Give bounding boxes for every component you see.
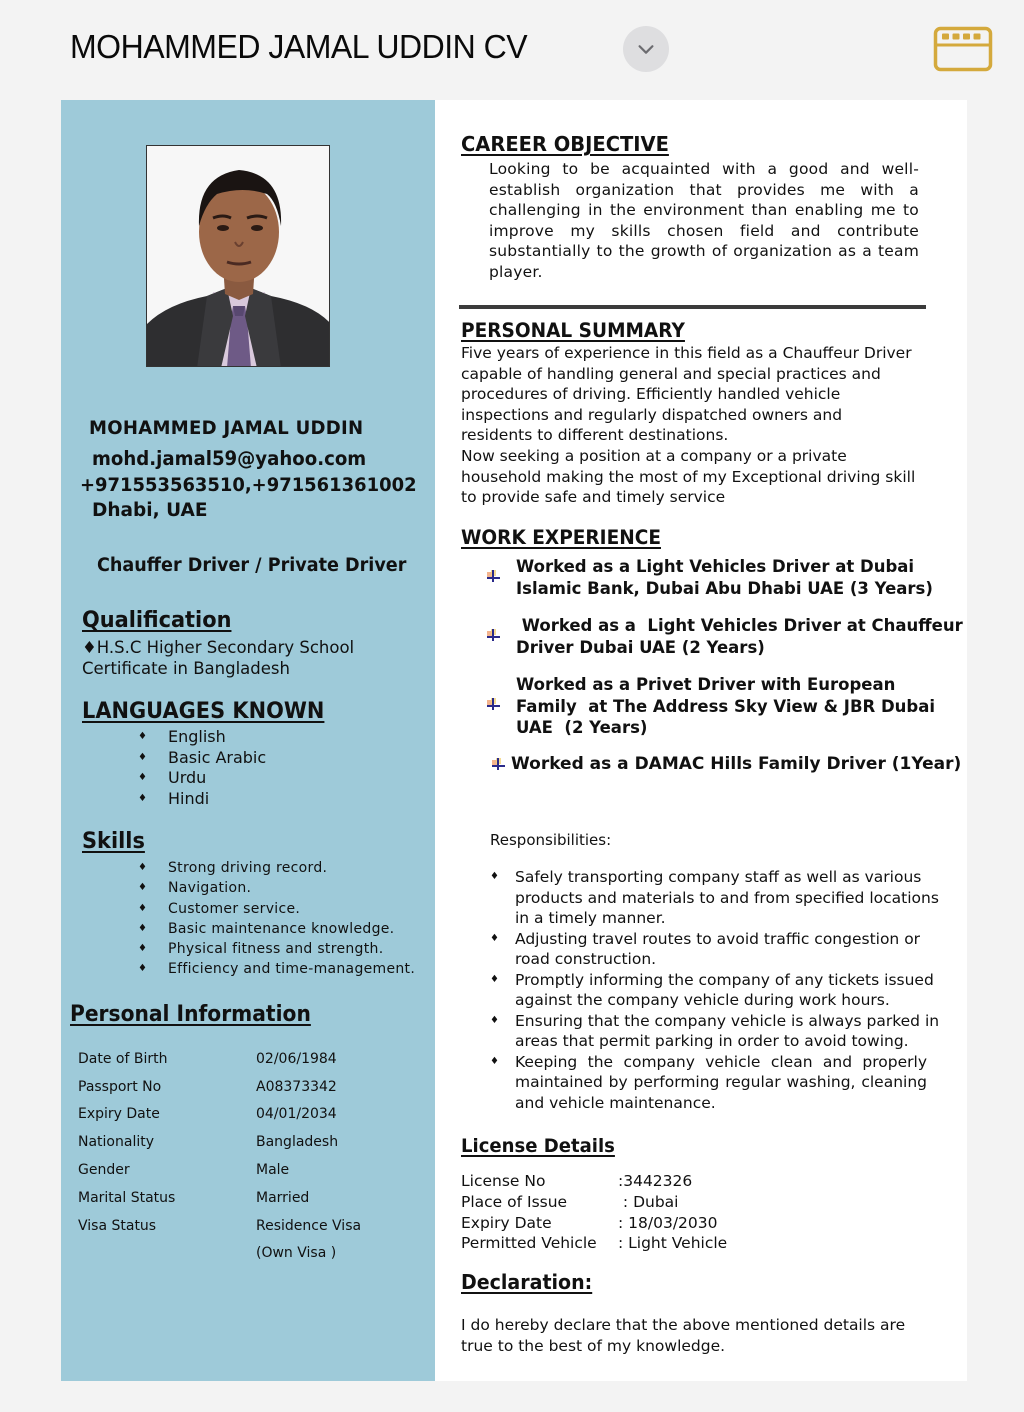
diamond-bullet-icon: ♦: [490, 932, 499, 944]
languages-list: [138, 727, 266, 809]
skill-item: ♦ Navigation.: [138, 878, 415, 898]
diamond-bullet-icon: ♦: [138, 882, 148, 894]
cv-main-column: CAREER OBJECTIVE Looking to be acquainted with a good and well-establish organization that provides me with a challenging in the environment than enabling me to improve my skills chosen field and contribute substantially to the growth of organization as a team player. PERSONAL SUMMARY Five years of experience in this field as a Chauffeur Driver capable of handling general and special practices and procedures of driving. Efficiently handled vehicle inspections and regularly dispatched owners and residents to different destinations. Now seeking a position at a company or a private household making the most of my Exceptional driving skill to provide safe and timely service WORK EXPERIENCE Worked as a Light Vehicles Driver at Dubai Islamic Bank, Dubai Abu Dhabi UAE (3 Years) Worked as a Light Vehicles Driver at Chauffeur Driver Dubai UAE (2 Years) Worked as a Privet Driver with European Family at The Address Sky View & JBR Dubai UAE (2 Years) Worked as a DAMAC Hills Family Driver (1Year) Responsibilities: ♦ Safely transporting company staff as well as various products and materials to and from specified locations in a timely manner. ♦ Adjusting travel routes to avoid traffic congestion or road construction. ♦ Promptly informing the company of any tickets issued against the company vehicle during work hours. ♦ Ensuring that the company vehicle is always parked in areas that permit parking in order to avoid towing. ♦ Keeping the company vehicle clean and properly maintained by performing regular washing, cleaning and vehicle maintenance. License Details License No :3442326 Place of Issue : Dubai Expiry Date : 18/03/2030 Permitted Vehicle : Light Vehicle Declaration: I do hereby declare that the above mentioned details are true to the best of my knowledge.: [461, 132, 963, 1355]
personal-info-row: Passport No A08373342: [78, 1078, 337, 1095]
qualification-heading: Qualification: [82, 608, 232, 633]
profile-photo: [146, 145, 330, 367]
diamond-bullet-icon: ♦: [138, 792, 147, 804]
personal-info-row: (Own Visa ): [256, 1245, 337, 1262]
cv-sidebar: [61, 100, 435, 1381]
work-experience-heading: WORK EXPERIENCE: [461, 526, 661, 549]
languages-heading: LANGUAGES KNOWN: [82, 699, 325, 724]
skill-item: ♦ Efficiency and time-management.: [138, 959, 415, 979]
diamond-bullet-icon: ♦: [490, 1055, 499, 1067]
skill-item: ♦ Basic maintenance knowledge.: [138, 919, 415, 939]
declaration-heading: Declaration:: [461, 1270, 593, 1294]
diamond-bullet-icon: ♦: [490, 1014, 499, 1026]
personal-info-row: Expiry Date 04/01/2034: [78, 1106, 337, 1123]
candidate-name: MOHAMMED JAMAL UDDIN: [89, 417, 364, 439]
responsibilities-label: Responsibilities:: [490, 831, 612, 849]
personal-info-heading: Personal Information: [70, 1002, 311, 1027]
language-item: ♦ Urdu: [138, 768, 207, 787]
diamond-bullet-icon: ♦: [490, 871, 499, 882]
career-objective-text: Looking to be acquainted with a good and well-establish organization that provides me with a challenging in the environment than enabling me to improve my skills chosen field and contribute substantially to the growth of organization as a team player.: [489, 160, 919, 281]
license-row: Expiry Date : 18/03/2030: [461, 1213, 718, 1232]
language-item: ♦ Hindi: [138, 788, 210, 808]
diamond-bullet-icon: ♦: [138, 751, 147, 763]
diamond-bullet-icon: ♦: [138, 922, 148, 934]
declaration-text: I do hereby declare that the above mentioned details are true to the best of my knowledge.: [461, 1316, 906, 1355]
responsibility-item: ♦ Promptly informing the company of any tickets issued against the company vehicle during work hours.: [490, 970, 934, 1009]
diamond-bullet-icon: ♦: [138, 731, 147, 742]
pin-bullet-icon: [485, 696, 501, 712]
career-objective-heading: CAREER OBJECTIVE: [461, 132, 669, 156]
diamond-bullet-icon: ♦: [138, 963, 148, 975]
responsibility-item: ♦ Safely transporting company staff as well as various products and materials to and from specified locations in a timely manner.: [490, 868, 939, 927]
person-portrait-icon: [147, 146, 330, 367]
personal-summary-heading: PERSONAL SUMMARY: [461, 319, 685, 342]
personal-info-row: Nationality Bangladesh: [78, 1134, 339, 1151]
diamond-bullet-icon: ♦: [138, 772, 147, 783]
personal-info-row: Marital Status Married: [78, 1189, 310, 1206]
skill-item: ♦ Customer service.: [138, 899, 415, 919]
diamond-bullet-icon: ♦: [138, 902, 148, 914]
license-table: [461, 1171, 727, 1254]
email-text: mohd.jamal59@yahoo.com: [92, 447, 367, 470]
skill-item: ♦ Physical fitness and strength.: [138, 939, 415, 959]
chevron-down-icon: [635, 38, 657, 60]
skills-list: [138, 858, 415, 980]
qualification-text: ♦H.S.C Higher Secondary School Certificate in Bangladesh: [82, 638, 355, 678]
personal-info-row: Visa Status Residence Visa: [78, 1217, 362, 1234]
responsibility-item: ♦ Ensuring that the company vehicle is always parked in areas that permit parking in order to avoid towing.: [490, 1011, 940, 1050]
phone-text: +971553563510,+971561361002: [80, 475, 417, 496]
skills-heading: Skills: [82, 829, 145, 854]
responsibility-item: ♦ Keeping the company vehicle clean and properly maintained by performing regular washing, cleaning and vehicle maintenance.: [490, 1052, 927, 1112]
diamond-bullet-icon: ♦: [138, 943, 148, 955]
responsibilities-list: [490, 867, 950, 1113]
diamond-bullet-icon: ♦: [138, 862, 148, 873]
title-dropdown-button[interactable]: [623, 26, 669, 72]
pin-bullet-icon: [490, 756, 506, 772]
license-row: Permitted Vehicle : Light Vehicle: [461, 1234, 728, 1253]
language-item: ♦ Basic Arabic: [138, 747, 267, 767]
job-role: Chauffer Driver / Private Driver: [97, 555, 407, 576]
section-divider: [459, 305, 926, 309]
responsibility-item: ♦ Adjusting travel routes to avoid traffic congestion or road construction.: [490, 929, 921, 968]
language-item: ♦ English: [138, 727, 226, 746]
location-text: Dhabi, UAE: [92, 500, 208, 521]
cv-page: [61, 100, 967, 1381]
skill-item: ♦ Strong driving record.: [138, 858, 415, 878]
diamond-bullet-icon: ♦: [490, 973, 499, 985]
license-row: Place of Issue : Dubai: [461, 1192, 679, 1211]
pin-bullet-icon: [485, 627, 501, 643]
license-heading: License Details: [461, 1135, 615, 1157]
personal-info-row: Gender Male: [78, 1162, 290, 1179]
personal-info-row: Date of Birth 02/06/1984: [78, 1050, 337, 1067]
pin-bullet-icon: [485, 568, 501, 584]
document-title: MOHAMMED JAMAL UDDIN CV: [70, 28, 528, 65]
top-bar: [0, 0, 1024, 100]
license-row: License No :3442326: [461, 1172, 693, 1190]
personal-info-table: [78, 1045, 361, 1267]
browser-window-icon[interactable]: [933, 26, 993, 72]
personal-summary-text: Five years of experience in this field as a Chauffeur Driver capable of handling general and special practices and procedures of driving. Efficiently handled vehicle inspections and regularly dispatched owners and residents to different destinations. Now seeking a position at a company or a private household making the most of my Exceptional driving skill to provide safe and timely service: [461, 344, 916, 507]
